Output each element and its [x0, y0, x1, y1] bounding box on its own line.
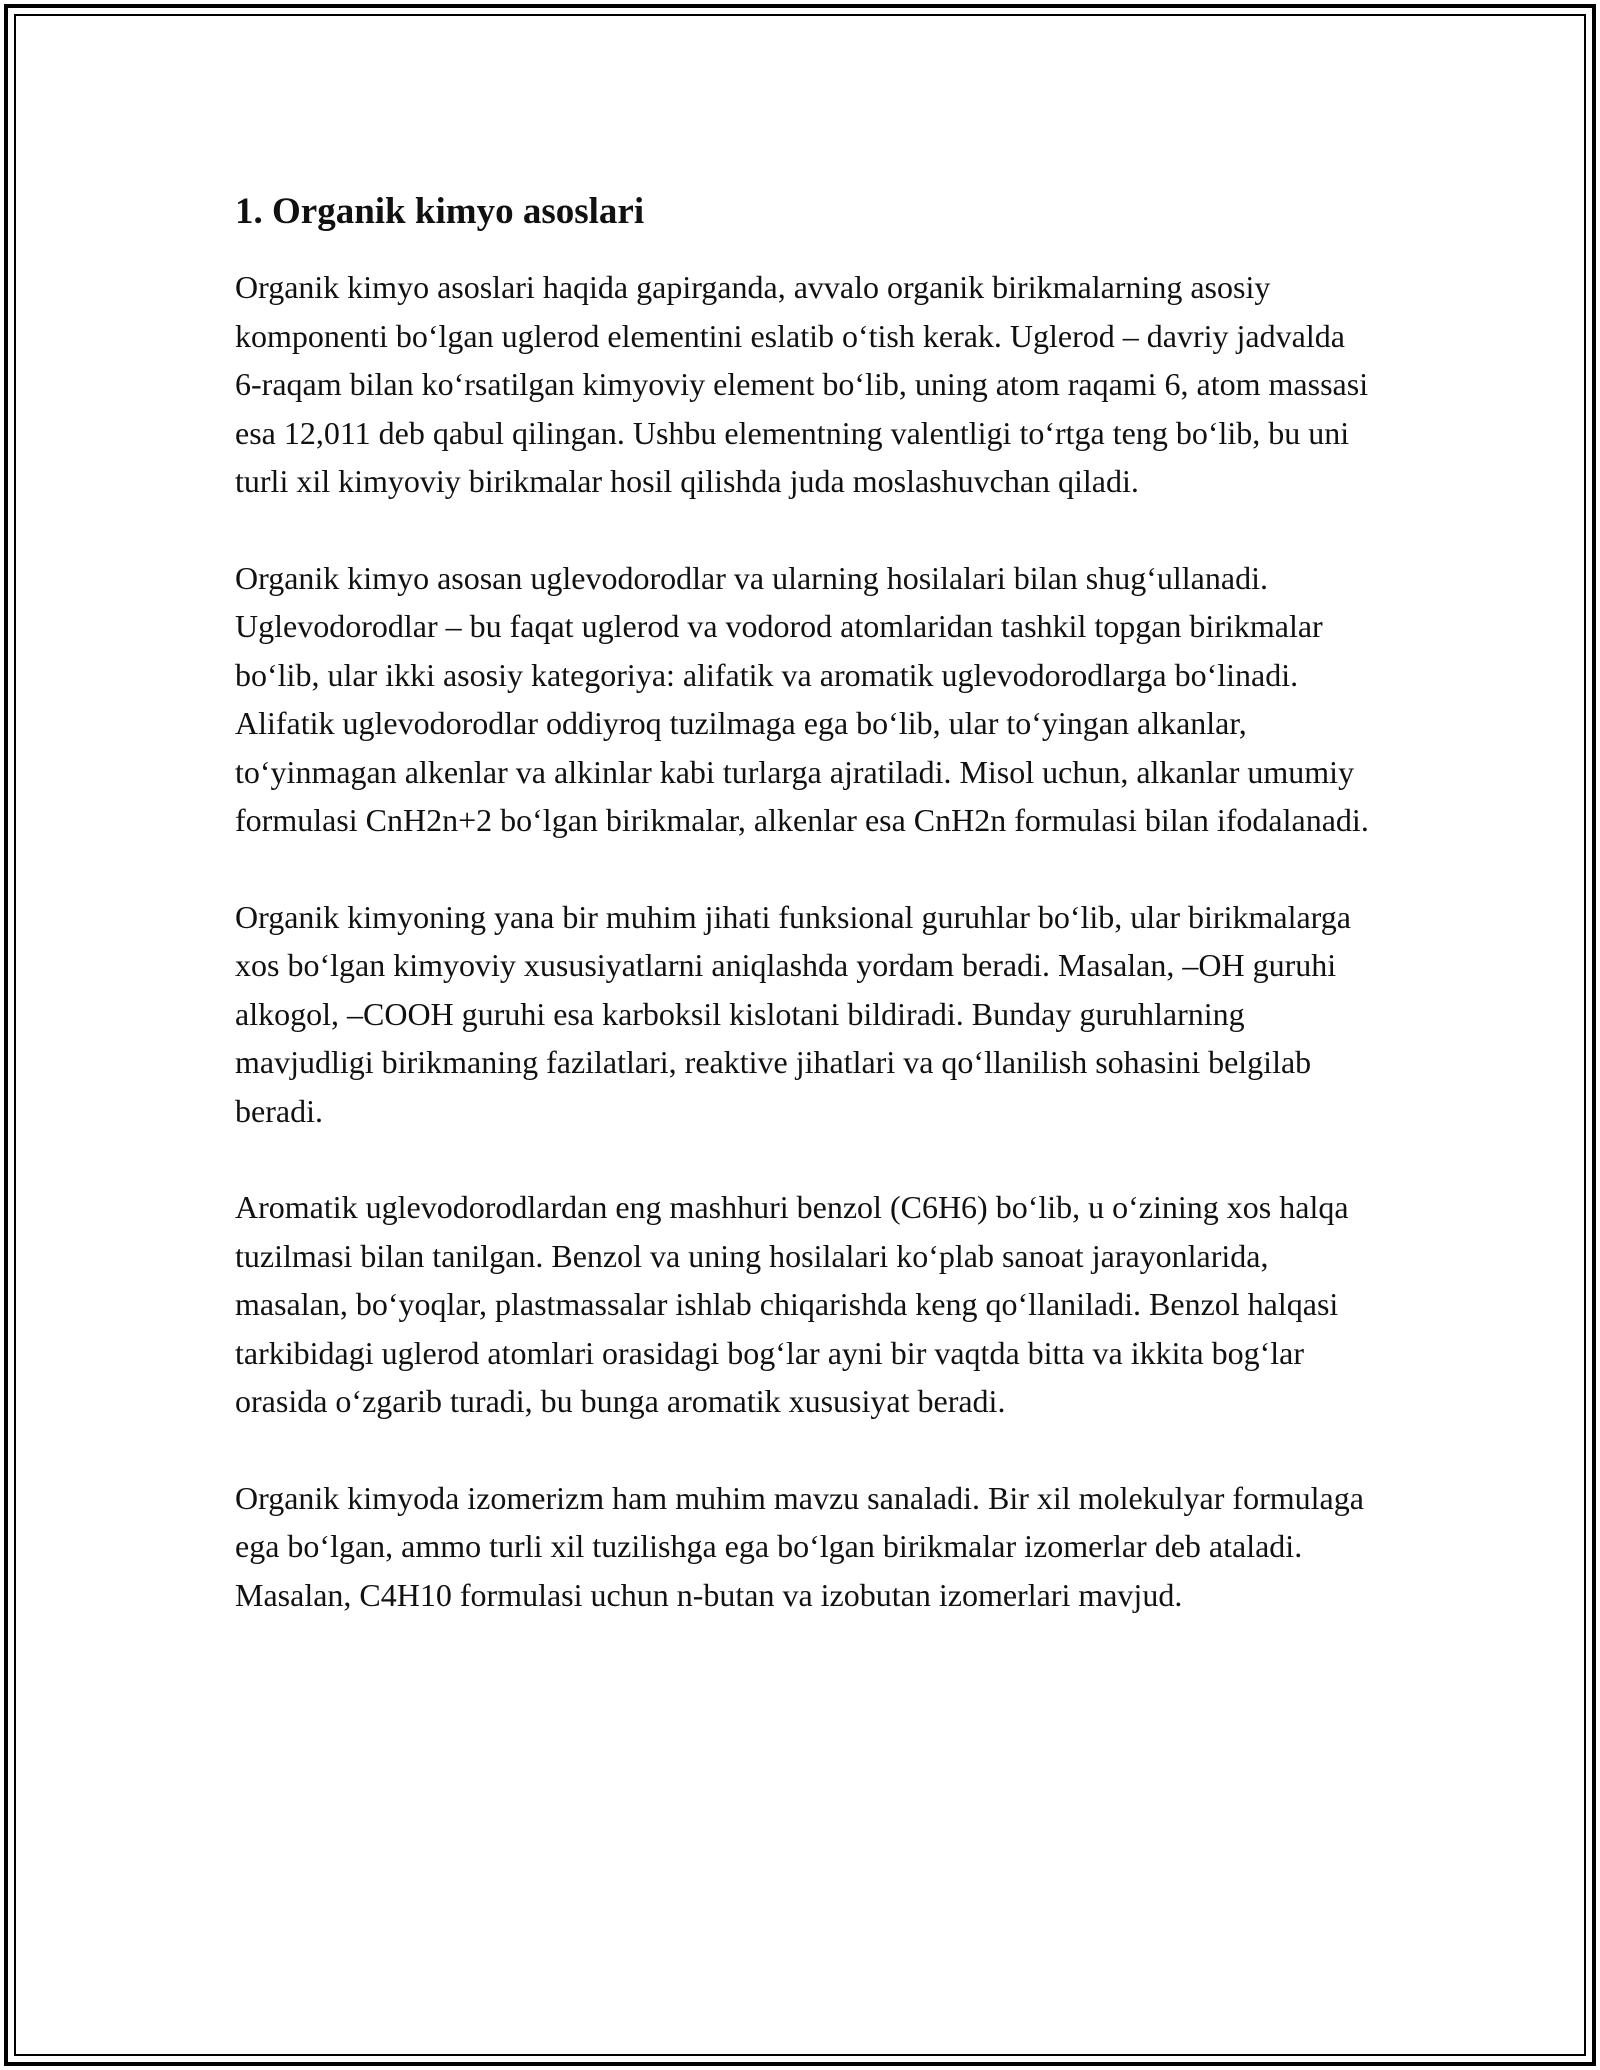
document-body: [235, 186, 1375, 1667]
paragraph-benzene: Aromatik uglevodorodlardan eng mashhuri benzol (C6H6) bo‘lib, u o‘zining xos halqa tuzilmasi bilan tanilgan. Benzol va uning hosilalari ko‘plab sanoat jarayonlarida, masalan, bo‘yoqlar, plastmassalar ishlab chiqarishda keng qo‘llaniladi. Benzol halqasi tarkibidagi uglerod atomlari orasidagi bog‘lar ayni bir vaqtda bitta va ikkita bog‘lar orasida o‘zgarib turadi, bu bunga aromatik xususiyat beradi.: [235, 1189, 1349, 1419]
paragraph-isomerism: Organik kimyoda izomerizm ham muhim mavzu sanaladi. Bir xil molekulyar formulaga ega bo‘lgan, ammo turli xil tuzilishga ega bo‘lgan birikmalar izomerlar deb ataladi. Masalan, C4H10 formulasi uchun n-butan va izobutan izomerlari mavjud.: [235, 1479, 1364, 1613]
section-heading: 1. Organik kimyo asoslari: [235, 191, 645, 232]
paragraph-carbon-intro: Organik kimyo asoslari haqida gapirganda, avvalo organik birikmalarning asosiy komponenti bo‘lgan uglerod elementini eslatib o‘tish kerak. Uglerod – davriy jadvalda 6-raqam bilan ko‘rsatilgan kimyoviy element bo‘lib, uning atom raqami 6, atom massasi esa 12,011 deb qabul qilingan. Ushbu elementning valentligi to‘rtga teng bo‘lib, bu uni turli xil kimyoviy birikmalar hosil qilishda juda moslashuvchan qiladi.: [235, 269, 1369, 499]
paragraph-hydrocarbons: Organik kimyo asosan uglevodorodlar va ularning hosilalari bilan shug‘ullanadi. Uglevodorodlar – bu faqat uglerod va vodorod atomlaridan tashkil topgan birikmalar bo‘lib, ular ikki asosiy kategoriya: alifatik va aromatik uglevodorodlarga bo‘linadi. Alifatik uglevodorodlar oddiyroq tuzilmaga ega bo‘lib, ular to‘yingan alkanlar, to‘yinmagan alkenlar va alkinlar kabi turlarga ajratiladi. Misol uchun, alkanlar umumiy formulasi CnH2n+2 bo‘lgan birikmalar, alkenlar esa CnH2n formulasi bilan ifodalanadi.: [235, 559, 1369, 838]
paragraph-functional-groups: Organik kimyoning yana bir muhim jihati funksional guruhlar bo‘lib, ular birikmalarga xos bo‘lgan kimyoviy xususiyatlarni aniqlashda yordam beradi. Masalan, –OH guruhi alkogol, –COOH guruhi esa karboksil kislotani bildiradi. Bunday guruhlarning mavjudligi birikmaning fazilatlari, reaktive jihatlari va qo‘llanilish sohasini belgilab beradi.: [235, 898, 1351, 1129]
